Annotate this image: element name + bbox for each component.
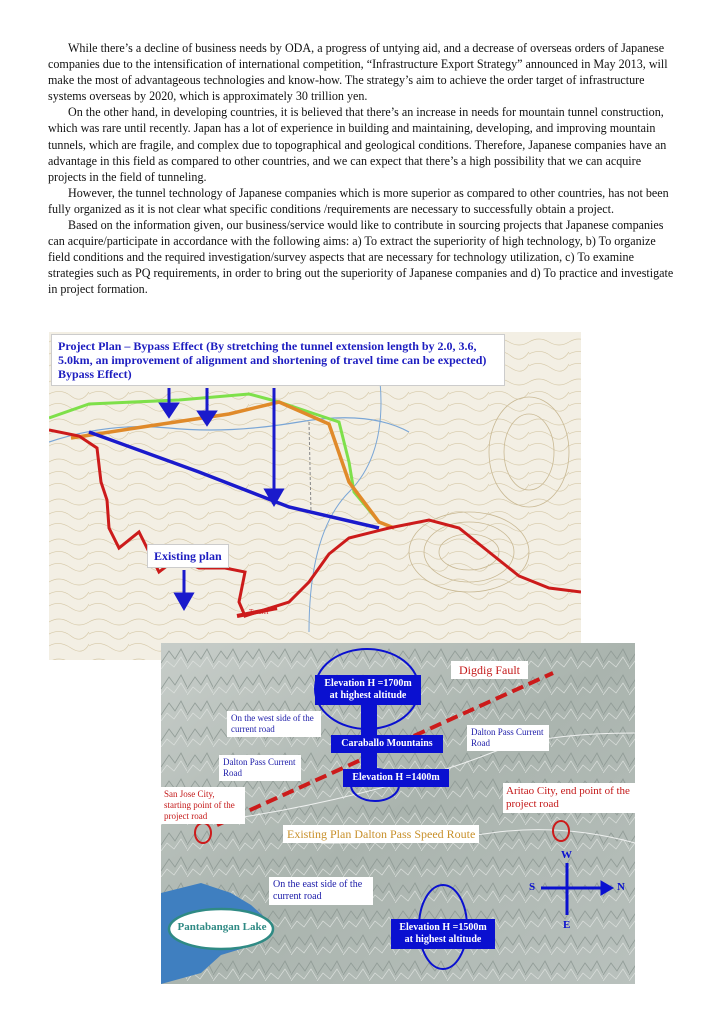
digdig-fault-label: Digdig Fault	[451, 661, 528, 679]
dalton-pass-relief-map	[161, 643, 635, 984]
elevation-1700-label: Elevation H =1700m at highest altitude	[315, 675, 421, 705]
bypass-effect-callout: Project Plan – Bypass Effect (By stretching the tunnel extension length by 2.0, 3.6, 5.0km, an improvement of alignment and shortening of travel time can be expected) Bypass Effect)	[51, 334, 505, 386]
west-side-label: On the west side of the current road	[227, 711, 321, 737]
san-jose-label: San Jose City, starting point of the project road	[161, 787, 245, 824]
paragraph-4: Based on the information given, our business/service would like to contribute in sourcing projects that Japanese companies can acquire/participate in accordance with the following aims: a) To extract the superiority of high technology, b) To organize field conditions and the required investigation/survey aspects that are necessary for technology utilization, c) To examine strategies such as PQ requirements, in order to bring out the superiority of Japanese companies and d) To practice and investigate in project formation.	[48, 218, 674, 297]
bypass-topo-map	[49, 332, 581, 660]
east-side-label: On the east side of the current road	[269, 877, 373, 905]
compass-s: S	[529, 881, 536, 893]
speed-route-label: Existing Plan Dalton Pass Speed Route	[283, 825, 479, 843]
dalton-pass-right-label: Dalton Pass Current Road	[467, 725, 549, 751]
paragraph-2: On the other hand, in developing countries, it is believed that there’s an increase in needs for mountain tunnel construction, which was rare until recently. Japan has a lot of experience in building and maintaining, developing, and improving mountain tunnels, which are fragile, and complex due to topographical and geological conditions. Therefore, Japanese companies have an advantage in this field as compared to other countries, and we can expect that there’s a high possibility that we can acquire projects in the field of tunneling.	[48, 105, 667, 184]
dalton-pass-left-label: Dalton Pass Current Road	[219, 755, 301, 781]
pantabangan-lake-label: Pantabangan Lake	[177, 921, 267, 933]
paragraph-3: However, the tunnel technology of Japanese companies which is more superior as compared to other countries, has not been fully organized as it is not clear what specific conditions /requirements are necessary to successfully obtain a project.	[48, 185, 669, 216]
elevation-1500-label: Elevation H =1500m at highest altitude	[391, 919, 495, 949]
caraballo-mountains-label: Caraballo Mountains	[331, 735, 443, 753]
paragraph-1: While there’s a decline of business needs by ODA, a progress of untying aid, and a decrease of overseas orders of Japanese companies due to the intensification of international competition, “Infrastructure Export Strategy” announced in May 2013, will make the most of advantageous technologies and know-how. The strategy’s aim to achieve the order target of infrastructure systems overseas by 2020, which is approximately 30 trillion yen.	[48, 41, 668, 104]
compass-e: E	[563, 919, 571, 931]
compass-n: N	[617, 881, 625, 893]
existing-plan-label: Existing plan	[147, 544, 229, 568]
elevation-1400-label: Elevation H =1400m	[343, 769, 449, 787]
compass-w: W	[561, 849, 572, 861]
body-text	[48, 40, 680, 298]
aritao-label: Aritao City, end point of the project road	[503, 783, 635, 813]
tunnel-label: Tunnel	[249, 608, 269, 616]
